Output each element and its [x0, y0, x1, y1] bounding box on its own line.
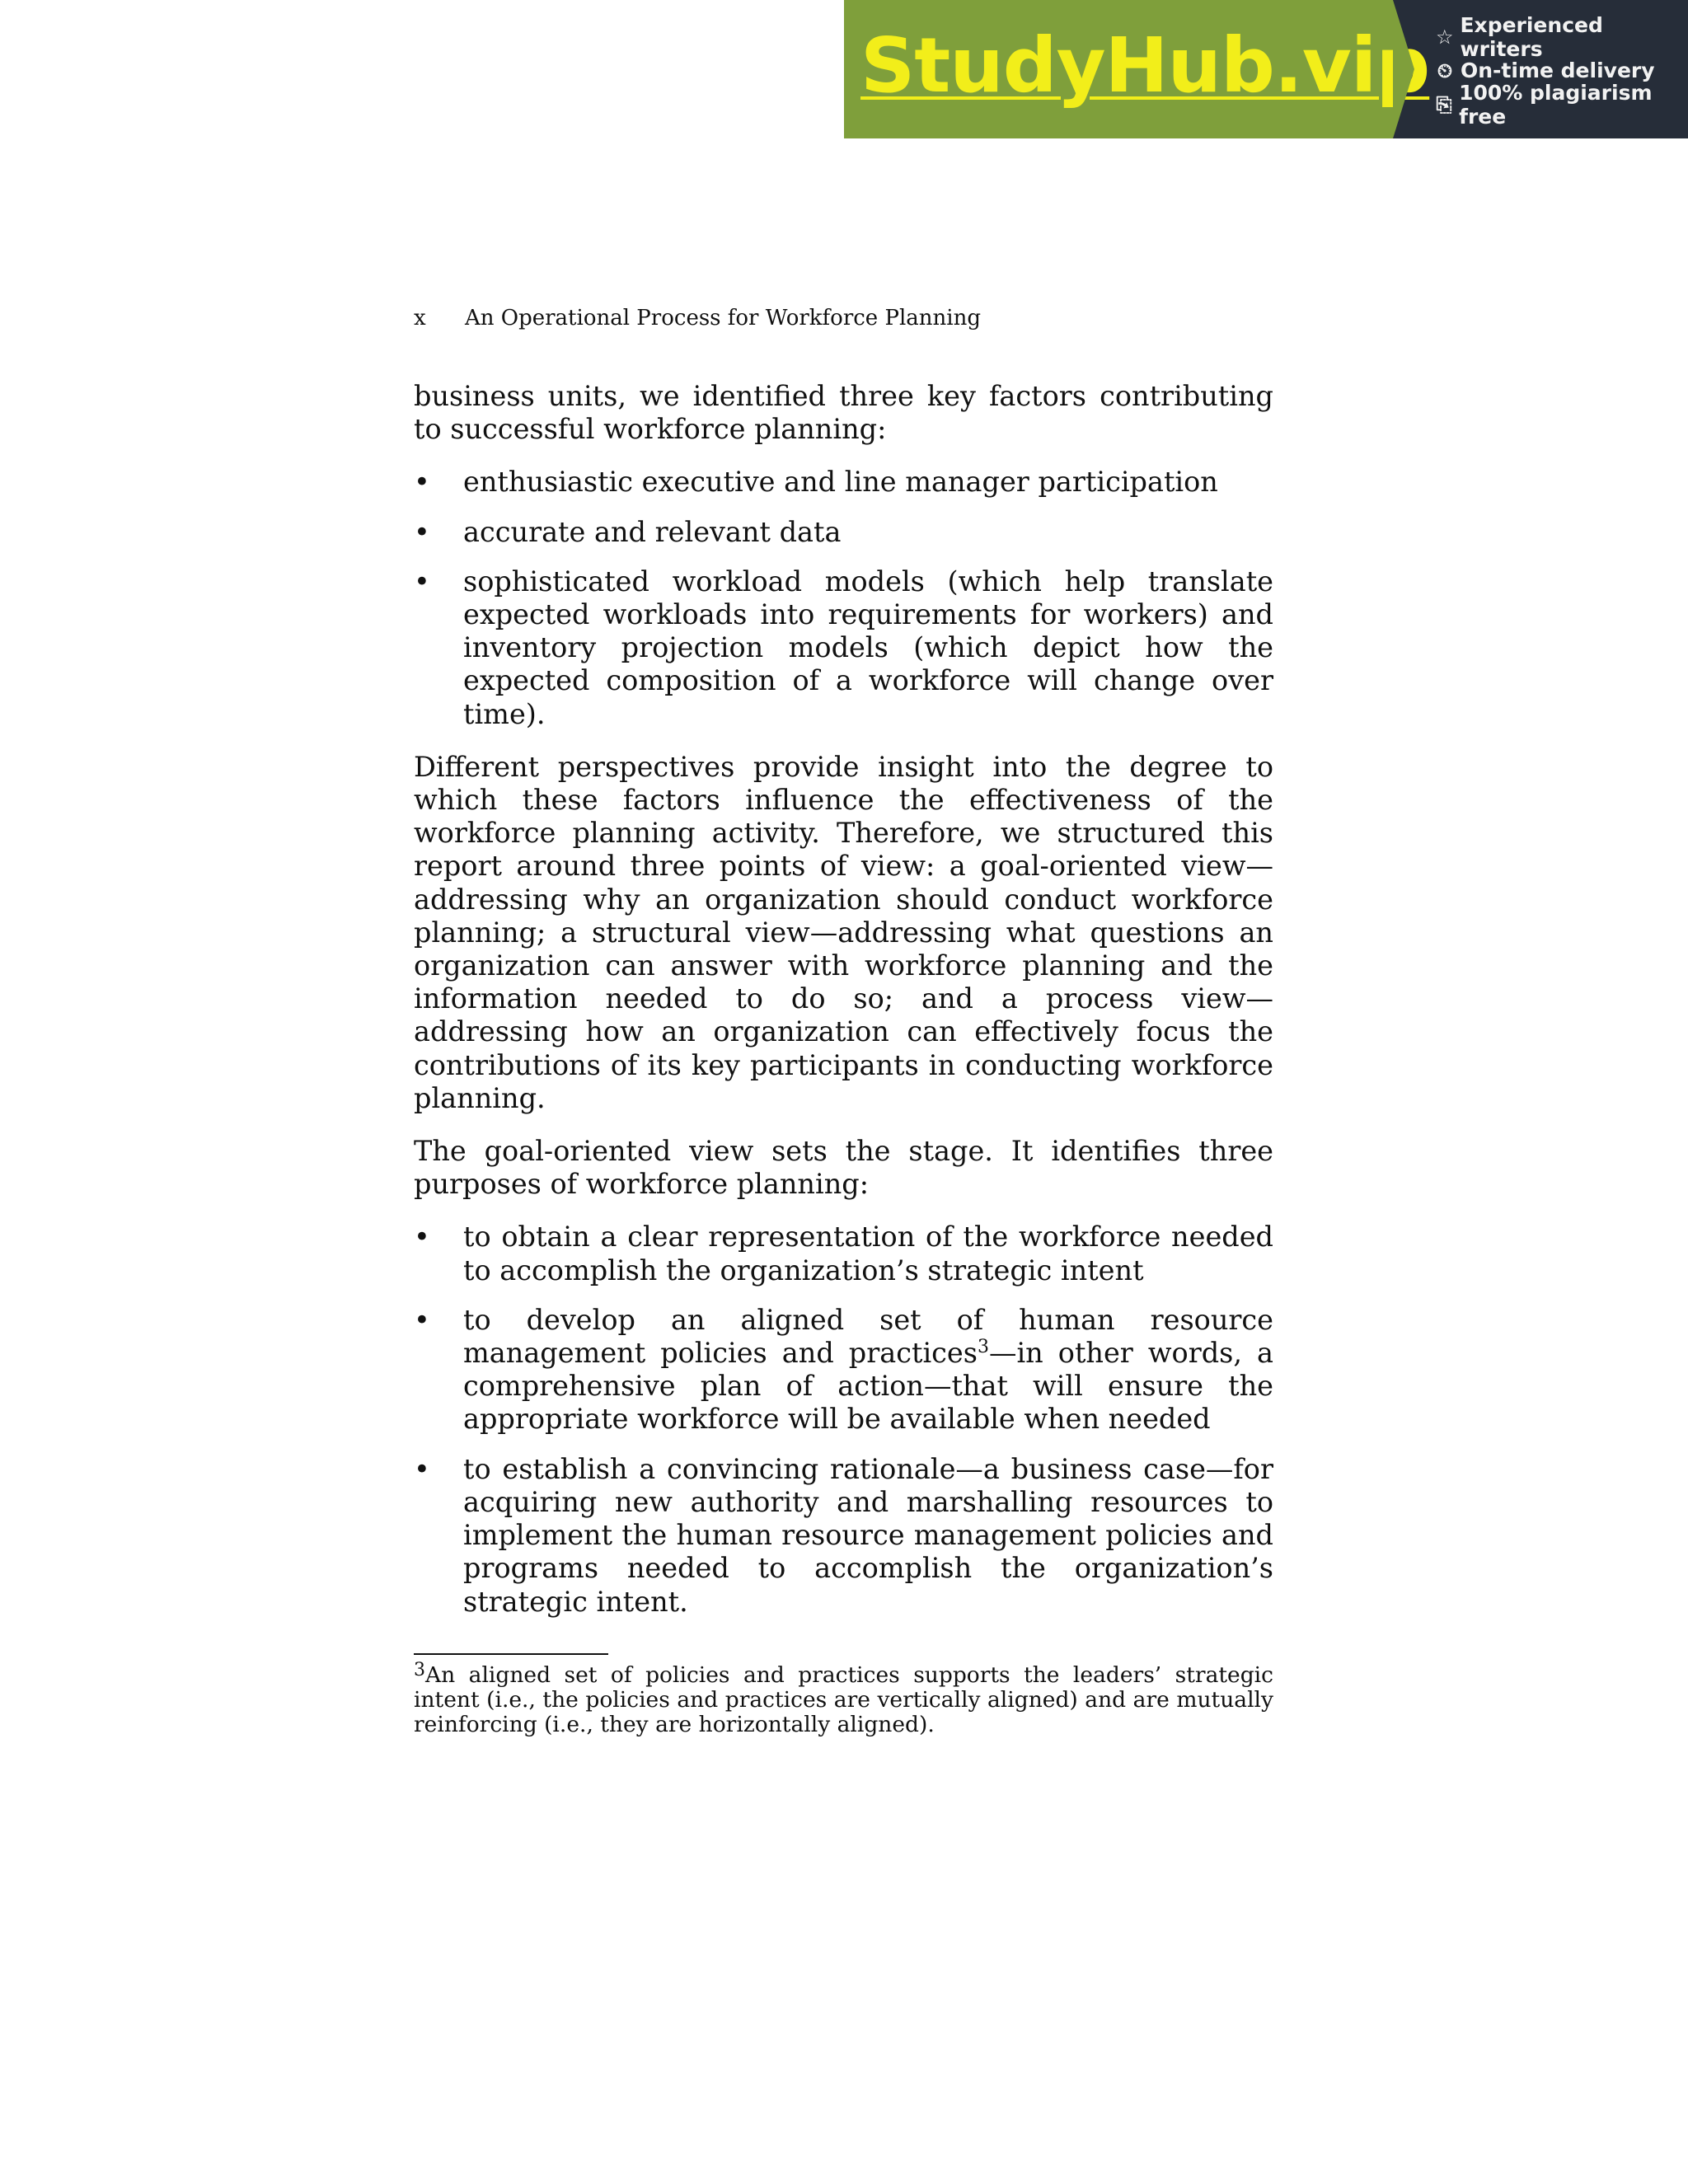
intro-paragraph: business units, we identified three key factors contributing to successful workforce planning: [414, 380, 1273, 446]
list-item-text-part: —in other words, a comprehensive plan of action—that will ensure the appropriate workforce will be available when needed [463, 1337, 1273, 1436]
perspectives-paragraph: Different perspectives provide insight into the degree to which these factors influence the effectiveness of the workforce planning activity. Therefore, we structured this report around three points of view: a goal-oriented view—addressing why an organization should conduct workforce planning; a structural view—addressing what questions an organization can answer with workforce planning and the information needed to do so; and a process view—addressing how an organization can effectively focus the contributions of its key participants in conducting workforce planning. [414, 750, 1273, 1114]
list-item-text [463, 1304, 1273, 1436]
bullet-icon: • [414, 1221, 430, 1254]
brand-panel [844, 0, 1430, 138]
bullet-icon: • [414, 1303, 430, 1336]
bullet-icon: • [414, 466, 430, 499]
footnote-reference[interactable]: 3 [977, 1337, 989, 1358]
footnote-text: An aligned set of policies and practices supports the leaders’ strategic intent (i.e., the policies and practices are vertically aligned) and are mutually reinforcing (i.e., they are horizontally aligned). [414, 1661, 1273, 1737]
bullet-icon: • [414, 1452, 430, 1485]
list-item-text: sophisticated workload models (which help translate expected workloads into requirements for workers) and inventory projection models (which depict how the expected composition of a workforce will change over time). [463, 565, 1273, 730]
list-item [414, 516, 1273, 549]
copy-icon: ⎘ [1436, 92, 1452, 116]
running-header [414, 300, 1273, 336]
goal-intro-paragraph: The goal-oriented view sets the stage. It identifies three purposes of workforce planning: [414, 1135, 1273, 1201]
purposes-list [414, 1221, 1273, 1618]
list-item-text: to obtain a clear representation of the workforce needed to accomplish the organization’s strategic intent [463, 1221, 1273, 1286]
running-title: An Operational Process for Workforce Planning [465, 306, 981, 330]
list-item [414, 1304, 1273, 1436]
list-item-text: accurate and relevant data [463, 515, 842, 548]
list-item [414, 565, 1273, 731]
page-number: x [414, 306, 426, 330]
footnote-divider [414, 1653, 608, 1655]
list-item [414, 1453, 1273, 1619]
feature-label: 100% plagiarism free [1459, 80, 1653, 129]
document-page [414, 300, 1273, 1737]
promo-banner[interactable] [844, 0, 1688, 138]
feature-plagiarism-free [1434, 80, 1688, 129]
clock-icon: ⏲ [1437, 59, 1453, 82]
star-icon: ☆ [1435, 25, 1454, 49]
footnote-number: 3 [414, 1659, 425, 1680]
brand-logo[interactable]: StudyHub.vip [860, 21, 1430, 110]
bullet-icon: • [414, 515, 430, 548]
list-item [414, 466, 1273, 499]
bullet-icon: • [414, 565, 430, 598]
list-item-text: enthusiastic executive and line manager participation [463, 466, 1218, 499]
list-item-text: to establish a convincing rationale—a business case—for acquiring new authority and marshalling resources to implement the human resource management policies and programs needed to accomplish the organization’s strategic intent. [463, 1452, 1273, 1618]
footnote [414, 1659, 1273, 1737]
feature-list [1393, 0, 1688, 138]
list-item [414, 1221, 1273, 1286]
feature-label: Experienced writers [1460, 12, 1603, 61]
list-item-text-part: to develop an aligned set of human resource management policies and practices [463, 1303, 1273, 1370]
feature-experienced-writers [1434, 12, 1688, 61]
key-factors-list [414, 466, 1273, 730]
feature-label: On-time delivery [1461, 59, 1655, 82]
